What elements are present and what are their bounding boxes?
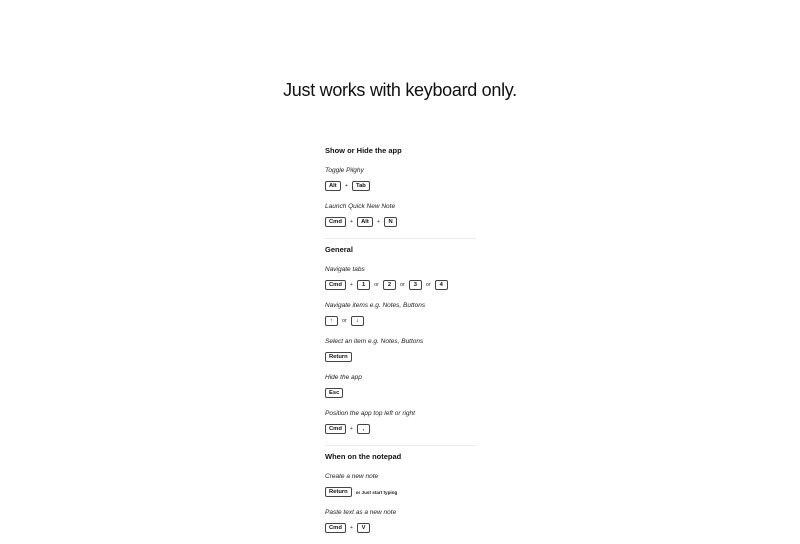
key-key: ↓ — [351, 316, 364, 326]
shortcut-label: Launch Quick New Note — [325, 203, 396, 210]
section-divider — [325, 445, 476, 446]
separator: + — [349, 525, 354, 531]
key-4: 4 — [435, 280, 448, 290]
separator: + — [376, 219, 381, 225]
shortcut-list — [325, 146, 476, 544]
shortcut-keys — [325, 423, 476, 435]
separator: or — [425, 282, 431, 288]
separator: + — [349, 282, 354, 288]
key-alt: Alt — [357, 217, 373, 227]
shortcut-keys — [325, 351, 476, 363]
key-1: 1 — [357, 280, 370, 290]
shortcut-keys — [325, 315, 476, 327]
key-cmd: Cmd — [325, 217, 346, 227]
key-cmd: Cmd — [325, 280, 346, 290]
separator: or — [374, 282, 379, 288]
shortcut-keys — [325, 216, 476, 228]
shortcut-keys — [325, 522, 476, 534]
separator: or — [400, 282, 405, 288]
key-cmd: Cmd — [325, 523, 346, 533]
shortcut-keys — [325, 180, 476, 192]
section-title: Show or Hide the app — [325, 146, 402, 155]
key-tab: Tab — [352, 181, 370, 191]
key-esc: Esc — [325, 388, 343, 398]
key-3: 3 — [409, 280, 422, 290]
shortcut-keys — [325, 279, 476, 291]
separator: or — [342, 318, 347, 324]
key-alt: Alt — [325, 181, 341, 191]
section-divider — [325, 238, 476, 239]
key-n: N — [384, 217, 397, 227]
key-return: Return — [325, 352, 352, 362]
key-key: ↑ — [325, 316, 338, 326]
hint-text: or Just start typing — [355, 489, 398, 495]
headline: Just works with keyboard only. — [283, 80, 517, 100]
separator: + — [349, 219, 354, 225]
shortcut-label: Navigate items e.g. Notes, Buttons — [325, 302, 426, 309]
shortcut-label: Position the app top left or right — [325, 410, 415, 417]
key-cmd: Cmd — [325, 424, 346, 434]
shortcut-keys — [325, 387, 476, 399]
section-title: When on the notepad — [325, 452, 402, 461]
shortcut-keys — [325, 486, 476, 498]
shortcut-label: Select an item e.g. Notes, Buttons — [325, 338, 424, 345]
key-v: V — [357, 523, 370, 533]
key-return: Return — [325, 487, 352, 497]
separator: + — [349, 426, 354, 432]
shortcut-label: Toggle Pilghy — [325, 167, 364, 174]
section-title: General — [325, 245, 353, 254]
shortcut-label: Navigate tabs — [325, 266, 365, 273]
key-key: , — [357, 424, 370, 434]
key-2: 2 — [383, 280, 396, 290]
shortcut-label: Hide the app — [325, 374, 362, 381]
separator: + — [344, 183, 348, 189]
shortcut-label: Create a new note — [325, 473, 379, 480]
shortcut-label: Paste text as a new note — [325, 509, 397, 516]
